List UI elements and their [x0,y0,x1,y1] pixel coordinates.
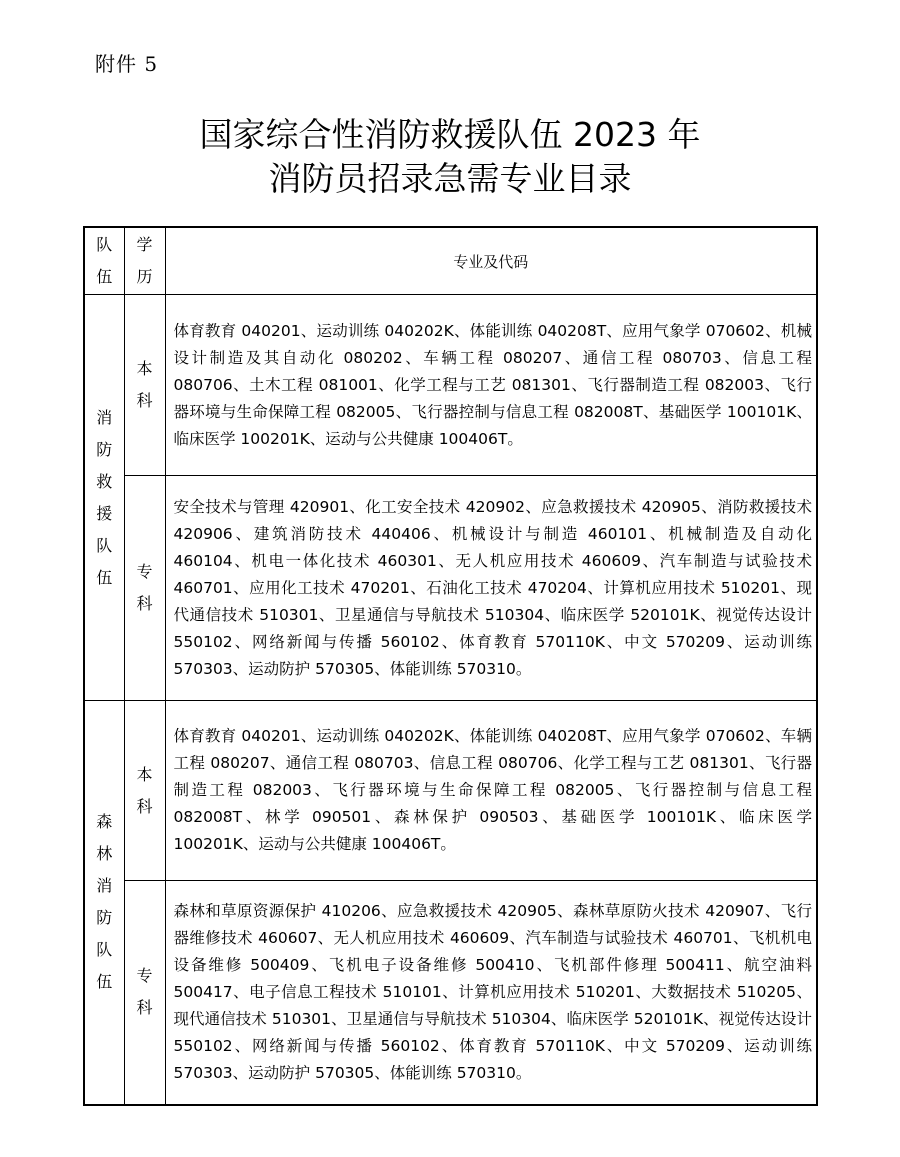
team-cell-fire-rescue [84,295,124,701]
education-cell [124,476,165,701]
education-char: 本 [136,764,153,784]
header-team-char: 伍 [96,267,113,286]
header-team-char: 队 [96,235,113,254]
table-row [84,476,817,701]
education-cell [124,295,165,476]
team-char: 队 [96,535,113,555]
team-char: 援 [96,503,113,523]
education-char: 科 [136,391,153,410]
table-row [84,701,817,881]
team-char: 消 [96,876,113,896]
header-team [84,227,124,295]
team-cell-forest-fire [84,701,124,1105]
header-education-char: 学 [136,235,153,254]
header-education-char: 历 [136,267,153,286]
table-row [84,881,817,1105]
team-char: 森 [96,812,113,832]
team-char: 伍 [96,567,113,587]
education-char: 专 [136,966,153,986]
majors-cell: 体育教育 040201、运动训练 040202K、体能训练 040208T、应用气象学 070602、机械设计制造及其自动化 080202、车辆工程 080207、通信工程 080703、信息工程 080706、土木工程 081001、化学工程与工艺 081301、飞行器制造工程 082003、飞行器环境与生命保障工程 082005、飞行器控制与信息工程 082008T、基础医学 100101K、临床医学 100201K、运动与公共健康 100406T。 [165,295,817,476]
team-char: 救 [96,471,113,491]
team-char: 防 [96,908,113,928]
attachment-label: 附件 5 [95,52,159,76]
team-char: 林 [96,844,113,864]
header-majors: 专业及代码 [165,227,817,295]
education-char: 科 [136,998,153,1018]
majors-cell: 森林和草原资源保护 410206、应急救援技术 420905、森林草原防火技术 420907、飞行器维修技术 460607、无人机应用技术 460609、汽车制造与试验技术 460701、飞机机电设备维修 500409、飞机电子设备维修 500410、飞机部件修理 500411、航空油料 500417、电子信息工程技术 510101、计算机应用技术 510201、大数据技术 510205、现代通信技术 510301、卫星通信与导航技术 510304、临床医学 520101K、视觉传达设计 550102、网络新闻与传播 560102、体育教育 570110K、中文 570209、运动训练 570303、运动防护 570305、体能训练 570310。 [165,881,817,1105]
education-cell [124,881,165,1105]
team-char: 伍 [96,972,113,992]
table-header-row [84,227,817,295]
table-row [84,295,817,476]
team-char: 防 [96,439,113,459]
majors-catalog-table [83,226,818,1106]
team-char: 队 [96,940,113,960]
education-char: 科 [136,796,153,816]
document-title-line-1: 国家综合性消防救援队伍 2023 年 [199,115,701,154]
majors-cell: 体育教育 040201、运动训练 040202K、体能训练 040208T、应用气象学 070602、车辆工程 080207、通信工程 080703、信息工程 080706、化学工程与工艺 081301、飞行器制造工程 082003、飞行器环境与生命保障工程 082005、飞行器控制与信息工程 082008T、林学 090501、森林保护 090503、基础医学 100101K、临床医学 100201K、运动与公共健康 100406T。 [165,701,817,881]
education-cell [124,701,165,881]
majors-cell: 安全技术与管理 420901、化工安全技术 420902、应急救援技术 420905、消防救援技术 420906、建筑消防技术 440406、机械设计与制造 460101、机械制造及自动化 460104、机电一体化技术 460301、无人机应用技术 460609、汽车制造与试验技术 460701、应用化工技术 470201、石油化工技术 470204、计算机应用技术 510201、现代通信技术 510301、卫星通信与导航技术 510304、临床医学 520101K、视觉传达设计 550102、网络新闻与传播 560102、体育教育 570110K、中文 570209、运动训练 570303、运动防护 570305、体能训练 570310。 [165,476,817,701]
document-title-line-2: 消防员招录急需专业目录 [268,159,632,198]
header-education [124,227,165,295]
education-char: 科 [136,594,153,613]
education-char: 本 [136,359,153,378]
education-char: 专 [136,562,153,581]
team-char: 消 [96,407,113,427]
